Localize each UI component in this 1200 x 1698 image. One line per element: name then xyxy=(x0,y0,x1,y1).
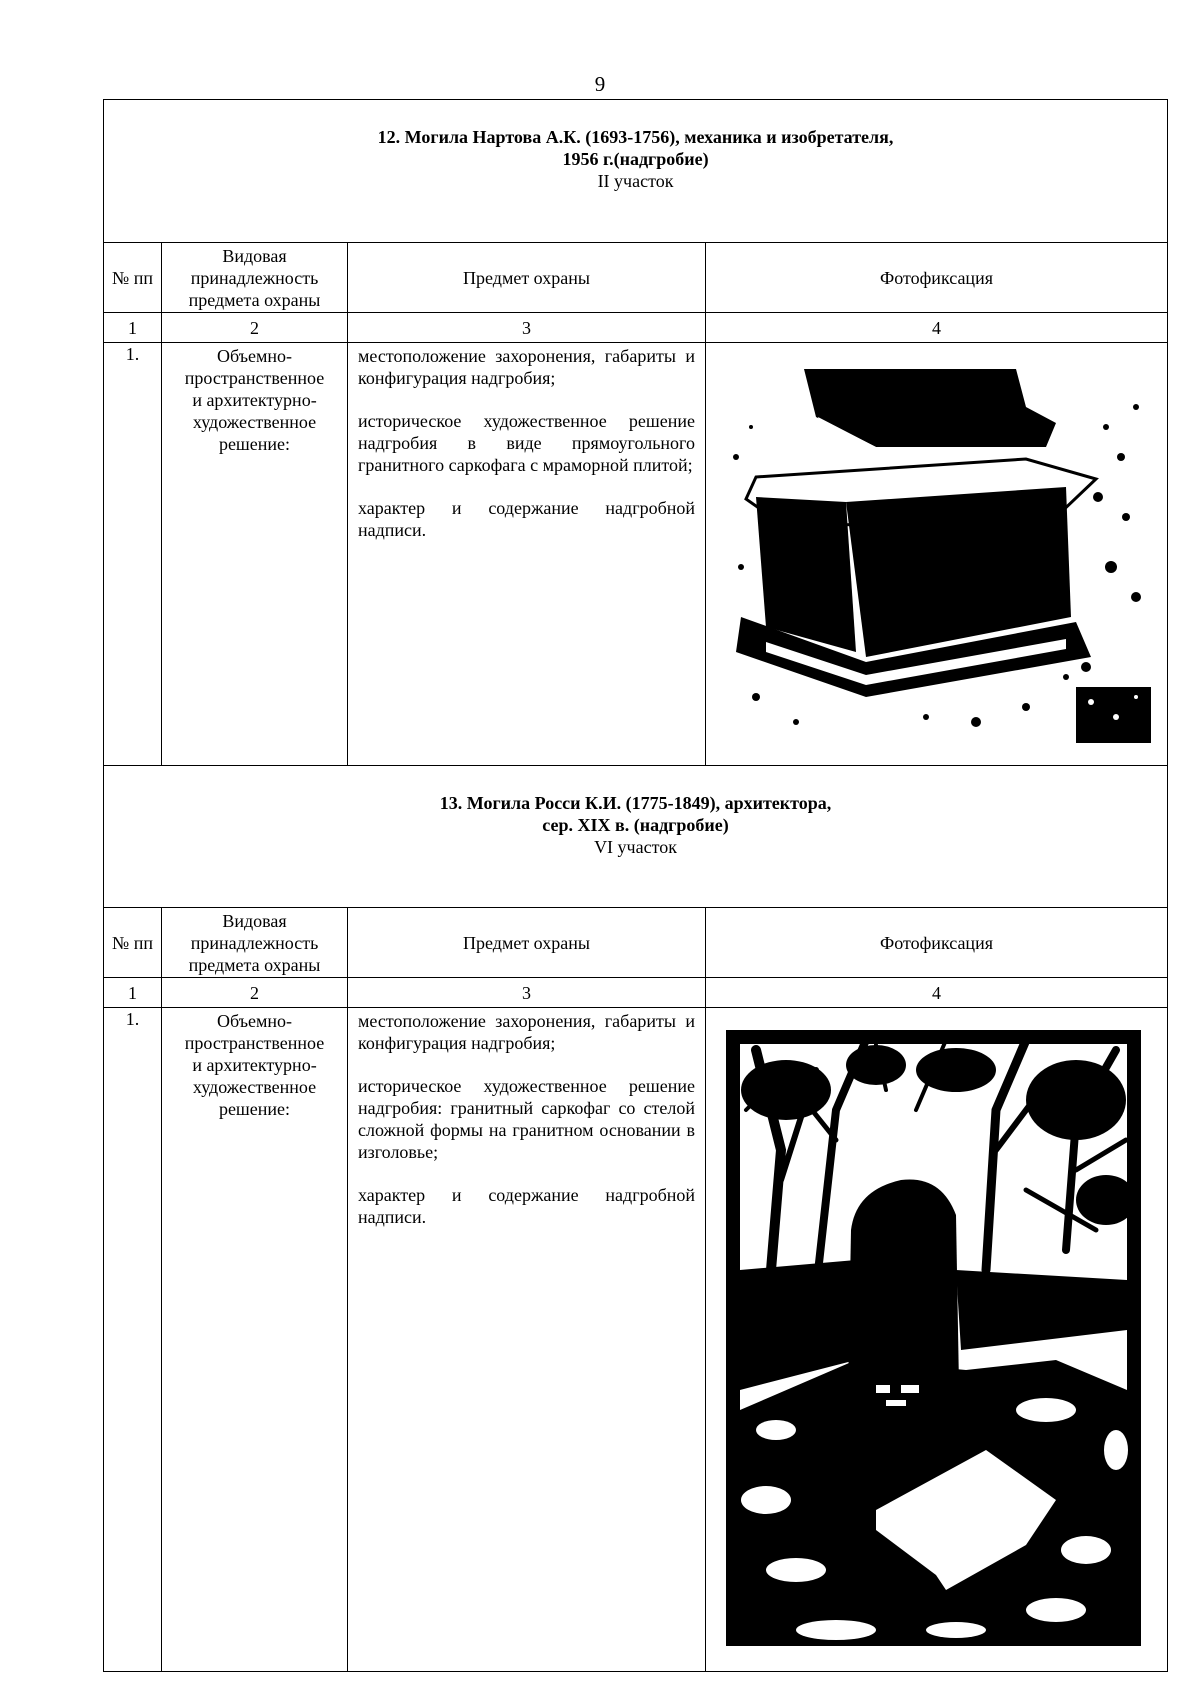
header-subject: Предмет охраны xyxy=(348,908,706,978)
column-number: 1 xyxy=(104,978,162,1008)
header-subject: Предмет охраны xyxy=(348,243,706,313)
column-number-row xyxy=(104,978,1168,1008)
subject-paragraph: местоположение захоронения, габариты и конфигурация надгробия; xyxy=(358,1011,695,1053)
column-number: 1 xyxy=(104,313,162,343)
section-title-row xyxy=(104,766,1168,908)
header-type-line3: предмета охраны xyxy=(188,954,321,975)
section-title-line2: сер. XIX в. (надгробие) xyxy=(542,815,729,835)
header-photo: Фотофиксация xyxy=(706,908,1168,978)
data-row xyxy=(104,343,1168,766)
row-type-line1: Объемно- xyxy=(216,1011,293,1031)
section-title-row xyxy=(104,100,1168,243)
header-type-line2: принадлежность xyxy=(190,267,319,288)
row-type-line2: пространственное xyxy=(184,1033,325,1053)
section-title-line1: 13. Могила Росси К.И. (1775-1849), архитектора, xyxy=(439,793,832,813)
section-title xyxy=(104,766,1168,908)
row-type xyxy=(162,1008,348,1672)
row-type-line5: решение: xyxy=(218,1099,291,1119)
row-number: 1. xyxy=(104,1008,162,1672)
row-subject xyxy=(348,343,706,766)
subject-paragraph: историческое художественное решение надгробия: гранитный саркофаг со стелой сложной формы на гранитном основании в изголовье; xyxy=(358,1076,695,1162)
row-photo-cell xyxy=(706,1008,1168,1672)
header-type-line1: Видовая xyxy=(222,245,287,266)
row-photo-cell xyxy=(706,343,1168,766)
row-type-line4: художественное xyxy=(192,412,317,432)
data-row xyxy=(104,1008,1168,1672)
column-number-row xyxy=(104,313,1168,343)
column-number: 4 xyxy=(706,978,1168,1008)
header-row xyxy=(104,243,1168,313)
header-row xyxy=(104,908,1168,978)
column-number: 2 xyxy=(162,313,348,343)
row-type xyxy=(162,343,348,766)
row-type-line4: художественное xyxy=(192,1077,317,1097)
header-type-line3: предмета охраны xyxy=(188,289,321,310)
header-type-line1: Видовая xyxy=(222,910,287,931)
page-number: 9 xyxy=(594,72,606,96)
section-plot: II участок xyxy=(597,171,674,191)
row-subject xyxy=(348,1008,706,1672)
protection-table xyxy=(103,99,1168,1672)
header-num: № пп xyxy=(104,908,162,978)
column-number: 3 xyxy=(348,313,706,343)
subject-paragraph: историческое художественное решение надгробия в виде прямоугольного гранитного саркофага с мраморной плитой; xyxy=(358,411,695,475)
sarcophagus-image xyxy=(726,367,1151,743)
header-num: № пп xyxy=(104,243,162,313)
column-number: 4 xyxy=(706,313,1168,343)
row-type-line3: и архитектурно- xyxy=(192,390,317,410)
section-title xyxy=(104,100,1168,243)
stele-image xyxy=(726,1030,1141,1646)
section-plot: VI участок xyxy=(594,837,677,857)
row-type-line5: решение: xyxy=(218,434,291,454)
header-type xyxy=(162,243,348,313)
row-number: 1. xyxy=(104,343,162,766)
column-number: 2 xyxy=(162,978,348,1008)
column-number: 3 xyxy=(348,978,706,1008)
row-type-line1: Объемно- xyxy=(216,346,293,366)
tomb-photo-nartov xyxy=(726,367,1151,743)
subject-paragraph: характер и содержание надгробной надписи. xyxy=(358,498,695,540)
header-type xyxy=(162,908,348,978)
header-type-line2: принадлежность xyxy=(190,932,319,953)
header-photo: Фотофиксация xyxy=(706,243,1168,313)
subject-paragraph: характер и содержание надгробной надписи. xyxy=(358,1185,695,1227)
subject-paragraph: местоположение захоронения, габариты и конфигурация надгробия; xyxy=(358,346,695,388)
row-type-line3: и архитектурно- xyxy=(192,1055,317,1075)
section-title-line2: 1956 г.(надгробие) xyxy=(562,149,709,169)
section-title-line1: 12. Могила Нартова А.К. (1693-1756), механика и изобретателя, xyxy=(377,127,894,147)
tomb-photo-rossi xyxy=(726,1030,1141,1646)
row-type-line2: пространственное xyxy=(184,368,325,388)
